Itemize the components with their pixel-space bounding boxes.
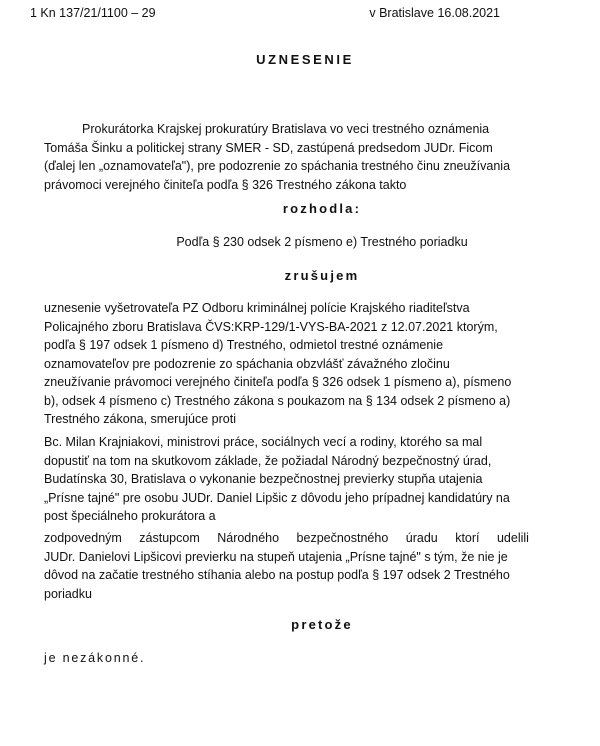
accused-1-line: dopustiť na tom na skutkovom základe, že požiadal Národný bezpečnostný úrad,: [44, 453, 492, 468]
accused-2-line: dôvod na začatie trestného stíhania alebo na postup podľa § 197 odsek 2 Trestného: [44, 568, 510, 582]
intro-line: Prokurátorka Krajskej prokuratúry Bratislava vo veci trestného oznámenia: [82, 122, 490, 136]
intro-line: právomoci verejného činiteľa podľa § 326 Trestného zákona takto: [44, 177, 407, 192]
accused-1-line: Budatínska 30, Bratislava o vykonanie bezpečnostnej previerky stupňa utajenia: [44, 472, 483, 486]
accused-1-line: post špeciálneho prokurátora a: [44, 509, 216, 523]
decision-paragraph: [44, 299, 510, 429]
intro-line: Tomáša Šinku a politickej strany SMER - SD, zastúpená predsedom JUDr. Ficom: [44, 140, 493, 155]
accused-2-line: poriadku: [44, 586, 92, 601]
heading-pretoze: pretože: [291, 617, 353, 632]
accused-1-paragraph: [44, 433, 510, 526]
decision-line: b), odsek 4 písmeno c) Trestného zákona s poukazom na § 134 odsek 2 písmeno a): [44, 393, 511, 408]
intro-paragraph: [44, 120, 510, 194]
legal-basis: Podľa § 230 odsek 2 písmeno e) Trestného poriadku: [176, 235, 468, 249]
accused-2-line: JUDr. Danielovi Lipšicovi previerku na stupeň utajenia „Prísne tajné" s tým, že nie je: [44, 549, 508, 564]
accused-2-paragraph: [44, 529, 529, 603]
conclusion: je nezákonné.: [44, 651, 146, 665]
decision-line: uznesenie vyšetrovateľa PZ Odboru kriminálnej polície Krajského riaditeľstva: [44, 301, 470, 315]
heading-rozhodla: rozhodla:: [282, 201, 362, 216]
case-number: 1 Kn 137/21/1100 – 29: [30, 6, 156, 20]
accused-2-line: zodpovedným zástupcom Národného bezpečnostného úradu ktorí udelili: [44, 531, 529, 545]
decision-line: Policajného zboru Bratislava ČVS:KRP-129/1-VYS-BA-2021 z 12.07.2021 ktorým,: [44, 319, 498, 334]
decision-line: Trestného zákona, smerujúce proti: [44, 412, 236, 426]
decision-line: podľa § 197 odsek 1 písmeno d) Trestného, odmietol trestné oznámenie: [44, 338, 444, 352]
decision-line: zneužívanie právomoci verejného činiteľa podľa § 326 odsek 1 písmeno a), písmeno: [44, 375, 512, 389]
intro-line: (ďalej len „oznamovateľa"), pre podozrenie zo spáchania trestného činu zneužívania: [44, 159, 511, 173]
decision-line: oznamovateľov pre podozrenie zo spáchania obzvlášť závažného zločinu: [44, 356, 450, 371]
accused-1-line: „Prísne tajné" pre osobu JUDr. Daniel Lipšic z dôvodu jeho prípadnej kandidatúry na: [44, 490, 510, 505]
accused-1-line: Bc. Milan Krajniakovi, ministrovi práce, sociálnych vecí a rodiny, ktorého sa mal: [44, 435, 483, 449]
document-title: UZNESENIE: [256, 52, 354, 67]
place-date: v Bratislave 16.08.2021: [369, 6, 500, 20]
heading-zrusujem: zrušujem: [284, 268, 360, 283]
